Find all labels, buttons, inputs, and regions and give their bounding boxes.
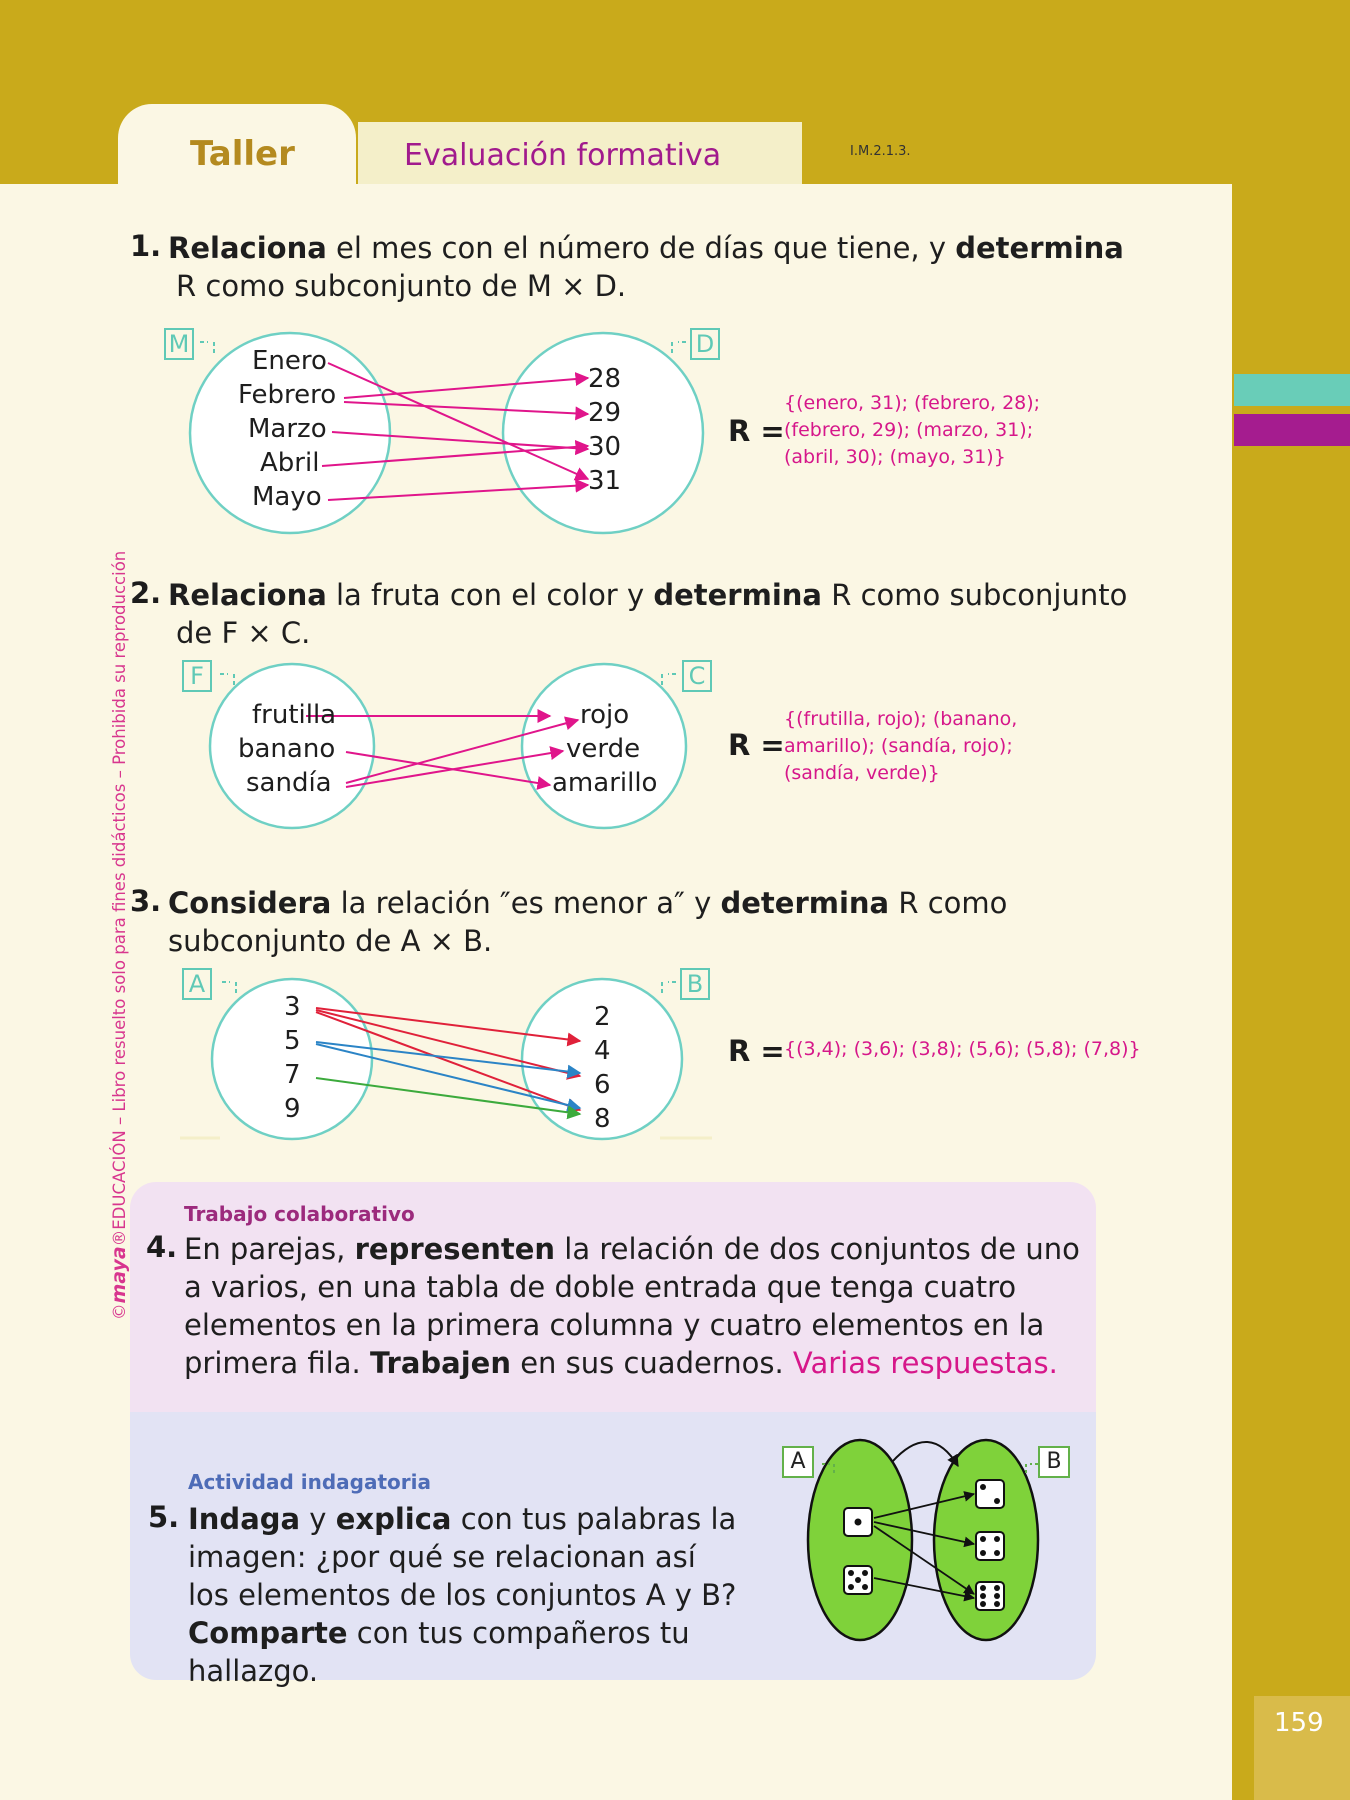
set-label-a: A: [182, 968, 212, 1000]
a-3: 3: [284, 992, 301, 1022]
indicator-code: I.M.2.1.3.: [850, 144, 911, 159]
color-amarillo: amarillo: [552, 768, 658, 798]
set-label-a-dice: A: [782, 1446, 814, 1478]
tab-taller-label: Taller: [190, 134, 295, 174]
a-5: 5: [284, 1026, 301, 1056]
color-rojo: rojo: [580, 700, 630, 730]
month-abril: Abril: [260, 448, 320, 478]
q5-line5: hallazgo.: [188, 1654, 319, 1688]
fruit-sandia: sandía: [246, 768, 332, 798]
q1-r-label: R =: [728, 414, 785, 448]
day-29: 29: [588, 398, 622, 428]
q3-number: 3.: [130, 884, 162, 918]
q2-text-line2: de F × C.: [176, 616, 311, 650]
inquiry-heading: Actividad indagatoria: [188, 1470, 431, 1494]
month-febrero: Febrero: [238, 380, 337, 410]
brand-logo: maya: [108, 1246, 130, 1304]
set-label-d: D: [690, 328, 720, 360]
q3-text: Considera la relación ″es menor a″ y determina R como: [168, 886, 1008, 920]
q5-line2: imagen: ¿por qué se relacionan así: [188, 1540, 696, 1574]
b-4: 4: [594, 1036, 611, 1066]
month-mayo: Mayo: [252, 482, 322, 512]
fruit-banano: banano: [238, 734, 336, 764]
set-label-m: M: [164, 328, 194, 360]
fruit-frutilla: frutilla: [252, 700, 337, 730]
q4-line3: elementos en la primera columna y cuatro elementos en la: [184, 1308, 1045, 1342]
q4-answer: Varias respuestas.: [792, 1346, 1058, 1380]
q5-text: Indaga y explica con tus palabras la: [188, 1502, 737, 1536]
q5-line4: Comparte con tus compañeros tu: [188, 1616, 690, 1650]
q5-line3: los elementos de los conjuntos A y B?: [188, 1578, 737, 1612]
a-7: 7: [284, 1060, 301, 1090]
month-enero: Enero: [252, 346, 327, 376]
color-verde: verde: [566, 734, 641, 764]
a-9: 9: [284, 1094, 301, 1124]
set-label-c: C: [682, 660, 712, 692]
q2-text: Relaciona la fruta con el color y determina R como subconjunto: [168, 578, 1128, 612]
q4-number: 4.: [146, 1230, 178, 1264]
set-label-f: F: [182, 660, 212, 692]
collaborative-heading: Trabajo colaborativo: [184, 1202, 415, 1226]
arrow-banano-amarillo: [346, 752, 550, 785]
q5-number: 5.: [148, 1500, 180, 1534]
q3-r-label: R =: [728, 1034, 785, 1068]
q3-answer: {(3,4); (3,6); (3,8); (5,6); (5,8); (7,8)}: [784, 1038, 1141, 1060]
copyright-note: ©maya®EDUCACIÓN – Libro resuelto solo para fines didácticos – Prohibida su reproducción: [108, 550, 130, 1320]
q1-number: 1.: [130, 229, 162, 263]
q4-text: En parejas, representen la relación de dos conjuntos de uno: [184, 1232, 1080, 1266]
q2-number: 2.: [130, 576, 162, 610]
q3-text-line2: subconjunto de A × B.: [168, 924, 493, 958]
q1-text-line2: R como subconjunto de M × D.: [176, 269, 627, 303]
b-2: 2: [594, 1002, 611, 1032]
month-marzo: Marzo: [248, 414, 327, 444]
day-31: 31: [588, 466, 622, 496]
tab-evaluacion-label: Evaluación formativa: [404, 138, 722, 173]
q4-line4: primera fila. Trabajen en sus cuadernos. Varias respuestas.: [184, 1346, 1058, 1380]
page-number: 159: [1274, 1708, 1324, 1738]
q4-line2: a varios, en una tabla de doble entrada que tenga cuatro: [184, 1270, 1017, 1304]
set-label-b-dice: B: [1038, 1446, 1070, 1478]
copyright-text: EDUCACIÓN – Libro resuelto solo para fines didácticos – Prohibida su reproducción: [110, 550, 129, 1230]
q2-r-label: R =: [728, 728, 785, 762]
day-30: 30: [588, 432, 622, 462]
q1-answer: {(enero, 31); (febrero, 28); (febrero, 29); (marzo, 31); (abril, 30); (mayo, 31)}: [784, 392, 1041, 468]
day-28: 28: [588, 364, 622, 394]
b-8: 8: [594, 1104, 611, 1134]
b-6: 6: [594, 1070, 611, 1100]
q1-text: Relaciona el mes con el número de días que tiene, y determina: [168, 231, 1124, 265]
set-label-b: B: [680, 968, 710, 1000]
q2-answer: {(frutilla, rojo); (banano, amarillo); (sandía, rojo); (sandía, verde)}: [784, 708, 1018, 784]
